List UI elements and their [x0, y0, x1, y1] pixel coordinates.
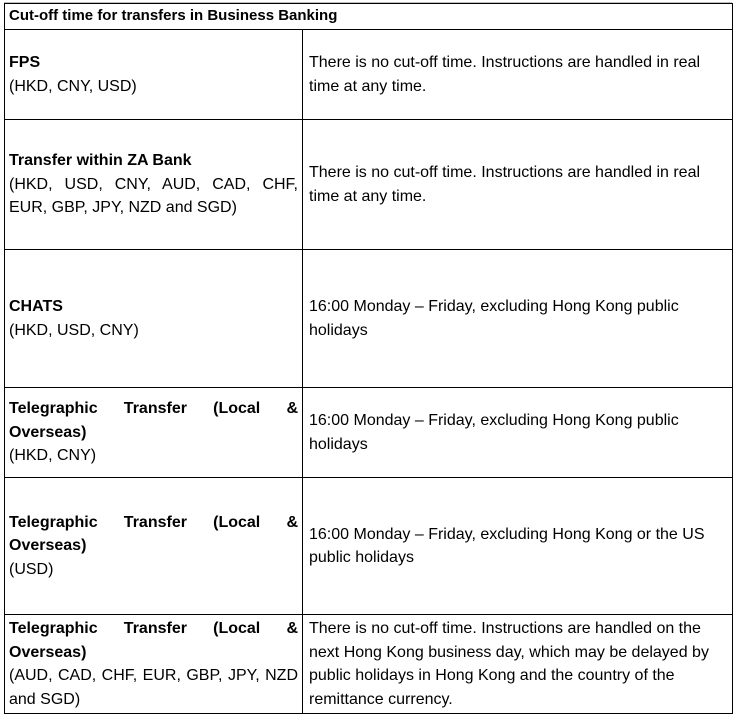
- table-title: Cut-off time for transfers in Business Banking: [5, 4, 733, 30]
- transfer-type-cell: [5, 478, 303, 615]
- transfer-currencies: (HKD, USD, CNY): [9, 321, 139, 339]
- table-row: [5, 30, 733, 120]
- cutoff-time-cell: There is no cut-off time. Instructions are handled in real time at any time.: [303, 120, 733, 250]
- transfer-type-name: Telegraphic Transfer (Local & Overseas): [9, 620, 298, 661]
- transfer-type-name: Telegraphic Transfer (Local & Overseas): [9, 400, 298, 441]
- transfer-type-name: CHATS: [9, 298, 63, 315]
- transfer-currencies: (HKD, CNY): [9, 447, 97, 465]
- transfer-type-cell: [5, 388, 303, 478]
- transfer-currencies: (HKD, CNY, USD): [9, 77, 137, 95]
- transfer-type-name: Telegraphic Transfer (Local & Overseas): [9, 513, 298, 555]
- transfer-type-cell: [5, 30, 303, 120]
- transfer-type-cell: [5, 120, 303, 250]
- transfer-currencies: (HKD, USD, CNY, AUD, CAD, CHF, EUR, GBP, JPY, NZD and SGD): [9, 175, 298, 217]
- cutoff-time-cell: 16:00 Monday – Friday, excluding Hong Kong public holidays: [303, 388, 733, 478]
- transfer-type-name: FPS: [9, 54, 41, 71]
- table-row: [5, 388, 733, 478]
- transfer-type-cell: [5, 250, 303, 388]
- transfer-type-name: Transfer within ZA Bank: [9, 152, 192, 170]
- transfer-type-cell: [5, 615, 303, 714]
- cutoff-time-cell: 16:00 Monday – Friday, excluding Hong Kong or the US public holidays: [303, 478, 733, 615]
- table-row: [5, 478, 733, 615]
- cutoff-table: [4, 3, 733, 714]
- cutoff-time-cell: 16:00 Monday – Friday, excluding Hong Kong public holidays: [303, 250, 733, 388]
- table-title-row: [5, 4, 733, 30]
- cutoff-time-cell: There is no cut-off time. Instructions are handled on the next Hong Kong business day, which may be delayed by public holidays in Hong Kong and the country of the remittance currency.: [303, 615, 733, 714]
- table-row: [5, 615, 733, 714]
- cutoff-document: [4, 0, 732, 714]
- table-row: [5, 120, 733, 250]
- transfer-currencies: (USD): [9, 560, 54, 578]
- cutoff-time-cell: There is no cut-off time. Instructions are handled in real time at any time.: [303, 30, 733, 120]
- transfer-currencies: (AUD, CAD, CHF, EUR, GBP, JPY, NZD and SGD): [9, 667, 298, 708]
- table-row: [5, 250, 733, 388]
